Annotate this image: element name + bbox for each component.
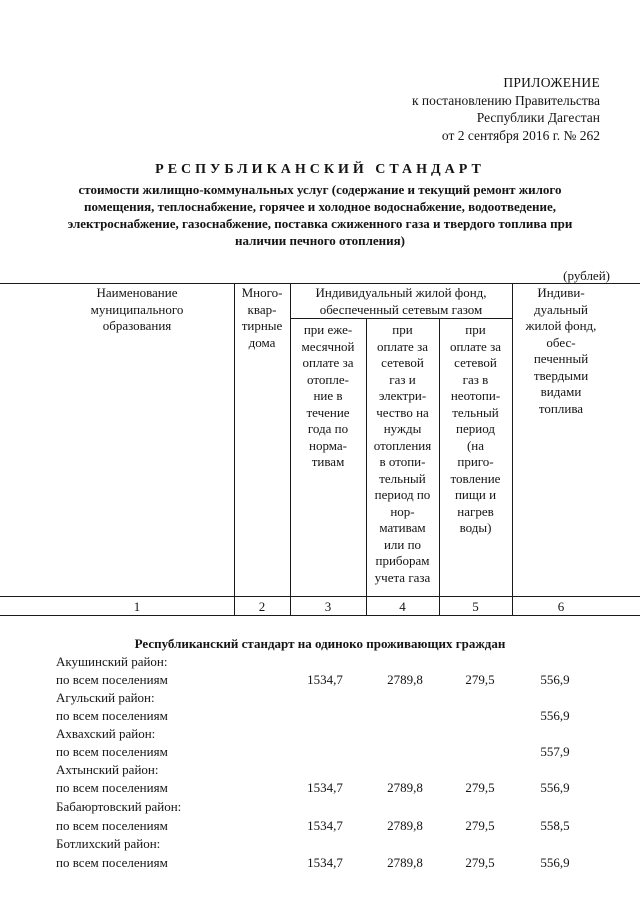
table-row: Акушинский район: xyxy=(56,654,168,669)
appendix-decree: к постановлению Правительства xyxy=(411,92,600,108)
section-title: Республиканский стандарт на одиноко проживающих граждан xyxy=(134,636,506,651)
table-bottom-border xyxy=(0,615,640,616)
appendix-label: ПРИЛОЖЕНИЕ xyxy=(503,75,600,90)
table-row: по всем поселениям 1534,7 2789,8 279,5 556,9 xyxy=(56,672,570,687)
table-row: Бабаюртовский район: xyxy=(56,799,182,814)
table-row: по всем поселениям 557,9 xyxy=(56,744,570,759)
table-top-border xyxy=(0,283,640,284)
header-col6: Индиви- дуальный жилой фонд, обес- печенный твердыми видами топлива xyxy=(525,285,597,416)
col-number-1: 1 xyxy=(133,599,141,614)
table-row: по всем поселениям 1534,7 2789,8 279,5 556,9 xyxy=(56,780,570,795)
table-row: по всем поселениям 1534,7 2789,8 279,5 556,9 xyxy=(56,855,570,870)
appendix-block xyxy=(360,74,600,144)
table-row: по всем поселениям 556,9 xyxy=(56,708,570,723)
header-gas-group: Индивидуальный жилой фонд, обеспеченный сетевым газом xyxy=(315,285,487,317)
document-title: РЕСПУБЛИКАНСКИЙ СТАНДАРТ xyxy=(155,162,485,177)
group-bottom-border xyxy=(290,318,512,319)
table-row: Ахтынский район: xyxy=(56,762,159,777)
header-municipality: Наименование муниципального образования xyxy=(90,285,184,333)
appendix-date: от 2 сентября 2016 г. № 262 xyxy=(441,127,600,143)
col-number-4: 4 xyxy=(399,599,406,614)
table-row: Ботлихский район: xyxy=(56,836,161,851)
appendix-republic: Республики Дагестан xyxy=(476,110,600,125)
header-bottom-border xyxy=(0,596,640,597)
table-row: по всем поселениям 1534,7 2789,8 279,5 558,5 xyxy=(56,818,570,833)
col-number-3: 3 xyxy=(324,599,332,614)
col-number-5: 5 xyxy=(472,599,479,614)
header-col5: при оплате за сетевой газ в неотопи- тельный период (на приго- товление пищи и нагрев воды) xyxy=(450,322,501,535)
header-col4: при оплате за сетевой газ и электри- чество на нужды отопления в отопи- тельный период по нор- мативам или по приборам учета газа xyxy=(373,322,432,585)
header-apartment-buildings: Много- квар- тирные дома xyxy=(241,285,283,350)
currency-note: (рублей) xyxy=(563,268,610,283)
col-number-6: 6 xyxy=(557,599,565,614)
document-subtitle: стоимости жилищно-коммунальных услуг (содержание и текущий ремонт жилого помещения, теплоснабжение, горячее и холодное водоснабжение, водоотведение, электроснабжение, газоснабжение, поставка сжиженного газа и твердого топлива при наличии печного отопления) xyxy=(67,182,573,248)
table-row: Ахвахский район: xyxy=(56,726,156,741)
header-col3: при еже- месячной оплате за отопле- ние в течение года по норма- тивам xyxy=(301,322,355,469)
col-number-2: 2 xyxy=(258,599,266,614)
table-row: Агульский район: xyxy=(56,690,155,705)
